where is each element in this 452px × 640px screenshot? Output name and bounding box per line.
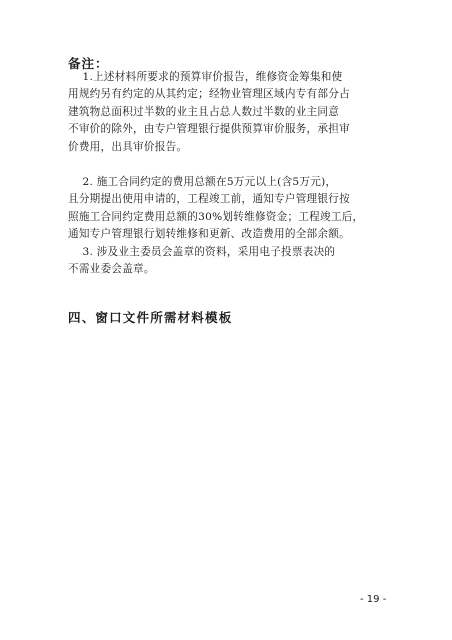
- note-item-2: [68, 174, 388, 244]
- note-item-1-line-1: 1.上述材料所要求的预算审价报告，维修资金筹集和使: [68, 71, 343, 83]
- notes-heading: 备注：: [68, 56, 109, 71]
- note-item-2-line-2: 且分期提出使用申请的，工程竣工前，通知专户管理银行按: [68, 193, 350, 206]
- note-item-2-line-4: 通知专户管理银行划转维修和更新、改造费用的全部余额。: [68, 228, 350, 241]
- section-heading: 四、窗口文件所需材料模板: [68, 310, 233, 325]
- note-item-1-line-2: 用规约另有约定的从其约定；经物业管理区域内专有部分占: [68, 88, 350, 101]
- note-item-2-line-3: 照施工合同约定费用总额的30%划转维修资金；工程竣工后，: [68, 210, 364, 223]
- note-item-1: [68, 69, 388, 156]
- note-item-1-line-5: 价费用，出具审价报告。: [68, 140, 188, 153]
- note-item-3-line-2: 不需业委会盖章。: [68, 263, 155, 276]
- note-item-1-line-4: 不审价的除外，由专户管理银行提供预算审价服务，承担审: [68, 123, 350, 136]
- note-item-2-line-1: 2. 施工合同约定的费用总额在5万元以上(含5万元)，: [68, 176, 337, 188]
- page-number: - 19 -: [360, 594, 387, 605]
- note-item-1-line-3: 建筑物总面积过半数的业主且占总人数过半数的业主同意: [68, 105, 340, 118]
- note-item-3: [68, 244, 388, 279]
- note-item-3-line-1: 3. 涉及业主委员会盖章的资料，采用电子投票表决的: [68, 246, 336, 258]
